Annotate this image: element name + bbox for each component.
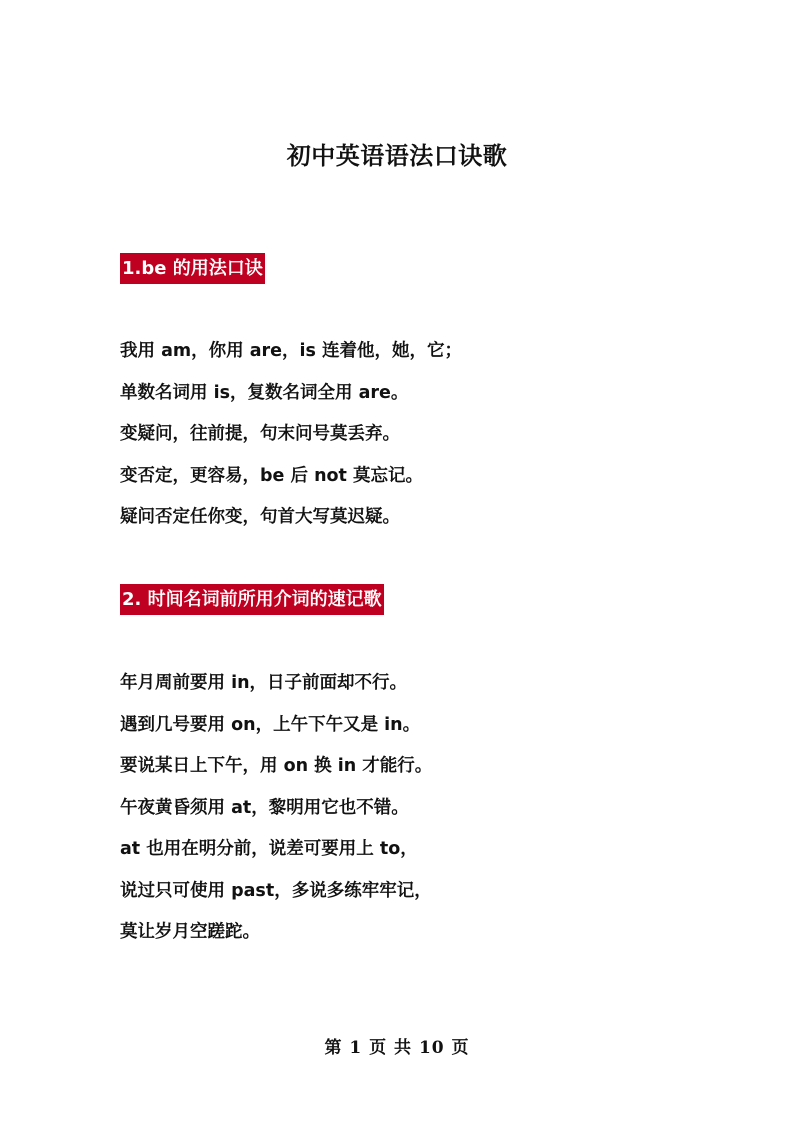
rhyme-line: at 也用在明分前，说差可要用上 to， <box>120 839 418 859</box>
section-heading-be-usage: 1.be 的用法口诀 <box>120 253 265 284</box>
rhyme-line: 变疑问，往前提，句末问号莫丢弃。 <box>120 424 400 444</box>
rhyme-line: 年月周前要用 in，日子前面却不行。 <box>120 673 408 693</box>
page-number-footer: 第 1 页 共 10 页 <box>324 1038 470 1058</box>
rhyme-line: 说过只可使用 past，多说多练牢牢记， <box>120 880 432 901</box>
rhyme-line: 单数名词用 is，复数名词全用 are。 <box>120 382 409 403</box>
rhyme-line: 我用 am，你用 are，is 连着他，她，它； <box>120 341 463 361</box>
section-heading-time-prepositions: 2. 时间名词前所用介词的速记歌 <box>120 584 384 615</box>
rhyme-line: 遇到几号要用 on，上午下午又是 in。 <box>120 714 421 735</box>
document-title: 初中英语语法口诀歌 <box>286 142 508 170</box>
section-body-time-prepositions <box>120 671 432 962</box>
rhyme-line: 午夜黄昏须用 at，黎明用它也不错。 <box>120 797 409 818</box>
rhyme-line: 要说某日上下午，用 on 换 in 才能行。 <box>120 756 433 776</box>
section-body-be-usage <box>120 339 462 547</box>
rhyme-line: 莫让岁月空蹉跎。 <box>120 922 260 942</box>
rhyme-line: 变否定，更容易，be 后 not 莫忘记。 <box>120 465 424 486</box>
rhyme-line: 疑问否定任你变，句首大写莫迟疑。 <box>120 507 400 527</box>
